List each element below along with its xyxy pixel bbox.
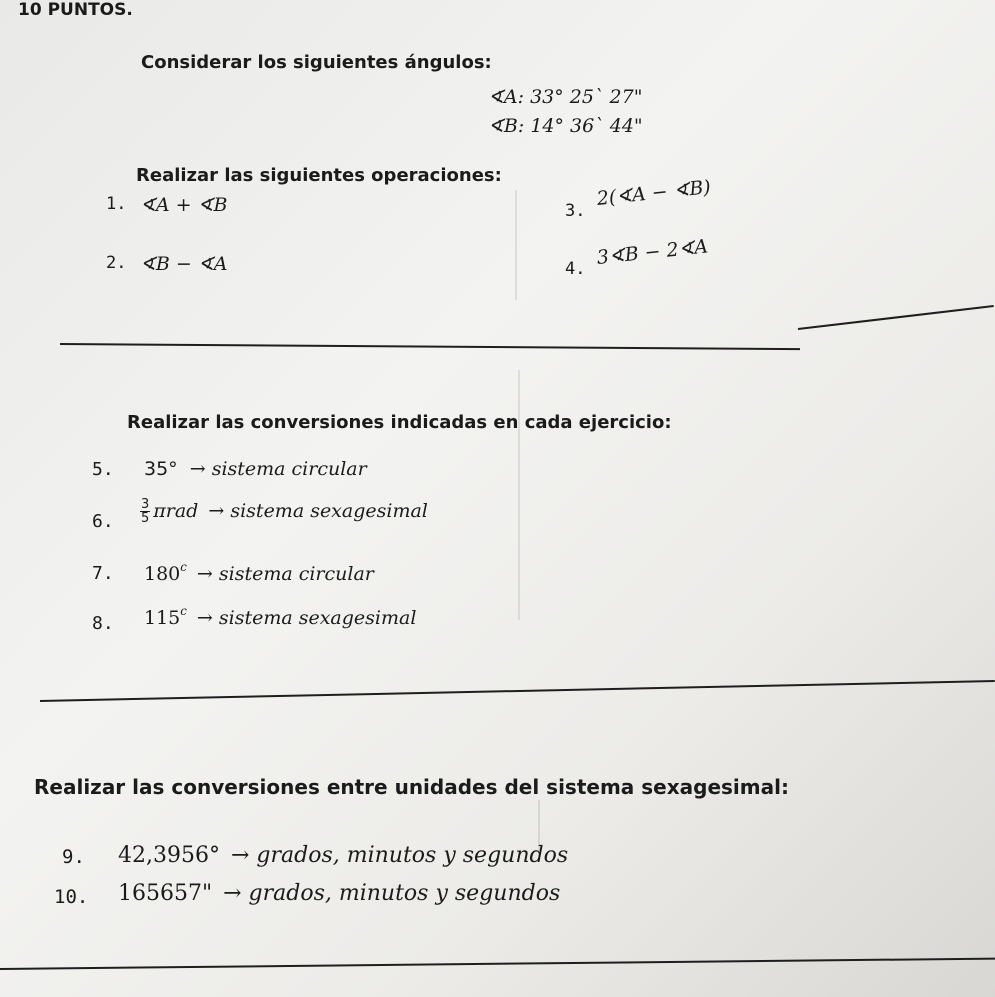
item-number: 2. xyxy=(106,253,127,273)
item-number: 6. xyxy=(92,511,114,532)
conversion-target: → grados, minutos y segundos xyxy=(223,881,561,906)
conversion-9 xyxy=(118,843,568,868)
item-number: 4. xyxy=(565,259,586,279)
item-number: 5. xyxy=(92,459,114,480)
section2-instruction: Realizar las conversiones indicadas en cada ejercicio: xyxy=(127,412,672,433)
section1-intro: Considerar los siguientes ángulos: xyxy=(141,52,492,73)
conversion-7: 180$^c$ → sistema circular xyxy=(144,560,374,585)
operation-2: ∢B − ∢A xyxy=(140,253,228,275)
conversion-target: → grados, minutos y segundos xyxy=(230,843,569,868)
conversion-target: → sistema sexagesimal xyxy=(208,500,428,522)
section-divider xyxy=(60,343,800,350)
section-divider xyxy=(40,680,995,702)
conversion-6 xyxy=(140,498,428,525)
conversion-value: 180 xyxy=(144,562,181,585)
conversion-target: → sistema circular xyxy=(196,562,374,585)
section1-instruction: Realizar las siguientes operaciones: xyxy=(136,165,502,186)
paper-fold xyxy=(518,370,520,620)
fraction: $\frac{3}{5}$ xyxy=(141,497,150,526)
operation-3: 2(∢A − ∢B) xyxy=(595,176,712,210)
item-number: 10. xyxy=(54,886,89,908)
section-divider xyxy=(0,958,995,970)
operation-4: 3∢B − 2∢A xyxy=(595,235,710,269)
conversion-value: 35° xyxy=(144,458,178,480)
section-divider xyxy=(798,305,994,330)
conversion-8: 115$^c$ → sistema sexagesimal xyxy=(144,604,417,629)
item-number: 8. xyxy=(92,613,114,634)
item-number: 9. xyxy=(62,846,85,868)
operation-1: ∢A + ∢B xyxy=(140,194,228,216)
points-heading: 10 PUNTOS. xyxy=(18,0,133,20)
conversion-5 xyxy=(144,458,367,480)
conversion-value: πrad xyxy=(153,500,199,522)
paper-fold xyxy=(515,190,517,300)
section3-instruction: Realizar las conversiones entre unidades del sistema sexagesimal: xyxy=(34,775,789,799)
item-number: 3. xyxy=(565,201,586,221)
angle-b-value: ∢B: 14° 36` 44" xyxy=(488,115,643,137)
conversion-10 xyxy=(118,881,560,906)
item-number: 7. xyxy=(92,563,114,584)
conversion-target: → sistema sexagesimal xyxy=(196,606,417,629)
conversion-value: 115 xyxy=(144,606,181,629)
conversion-value: 42,3956° xyxy=(118,843,220,868)
angle-a-value: ∢A: 33° 25` 27" xyxy=(488,86,643,108)
conversion-value: 165657" xyxy=(118,881,213,906)
item-number: 1. xyxy=(106,194,127,214)
conversion-target: → sistema circular xyxy=(189,458,367,480)
